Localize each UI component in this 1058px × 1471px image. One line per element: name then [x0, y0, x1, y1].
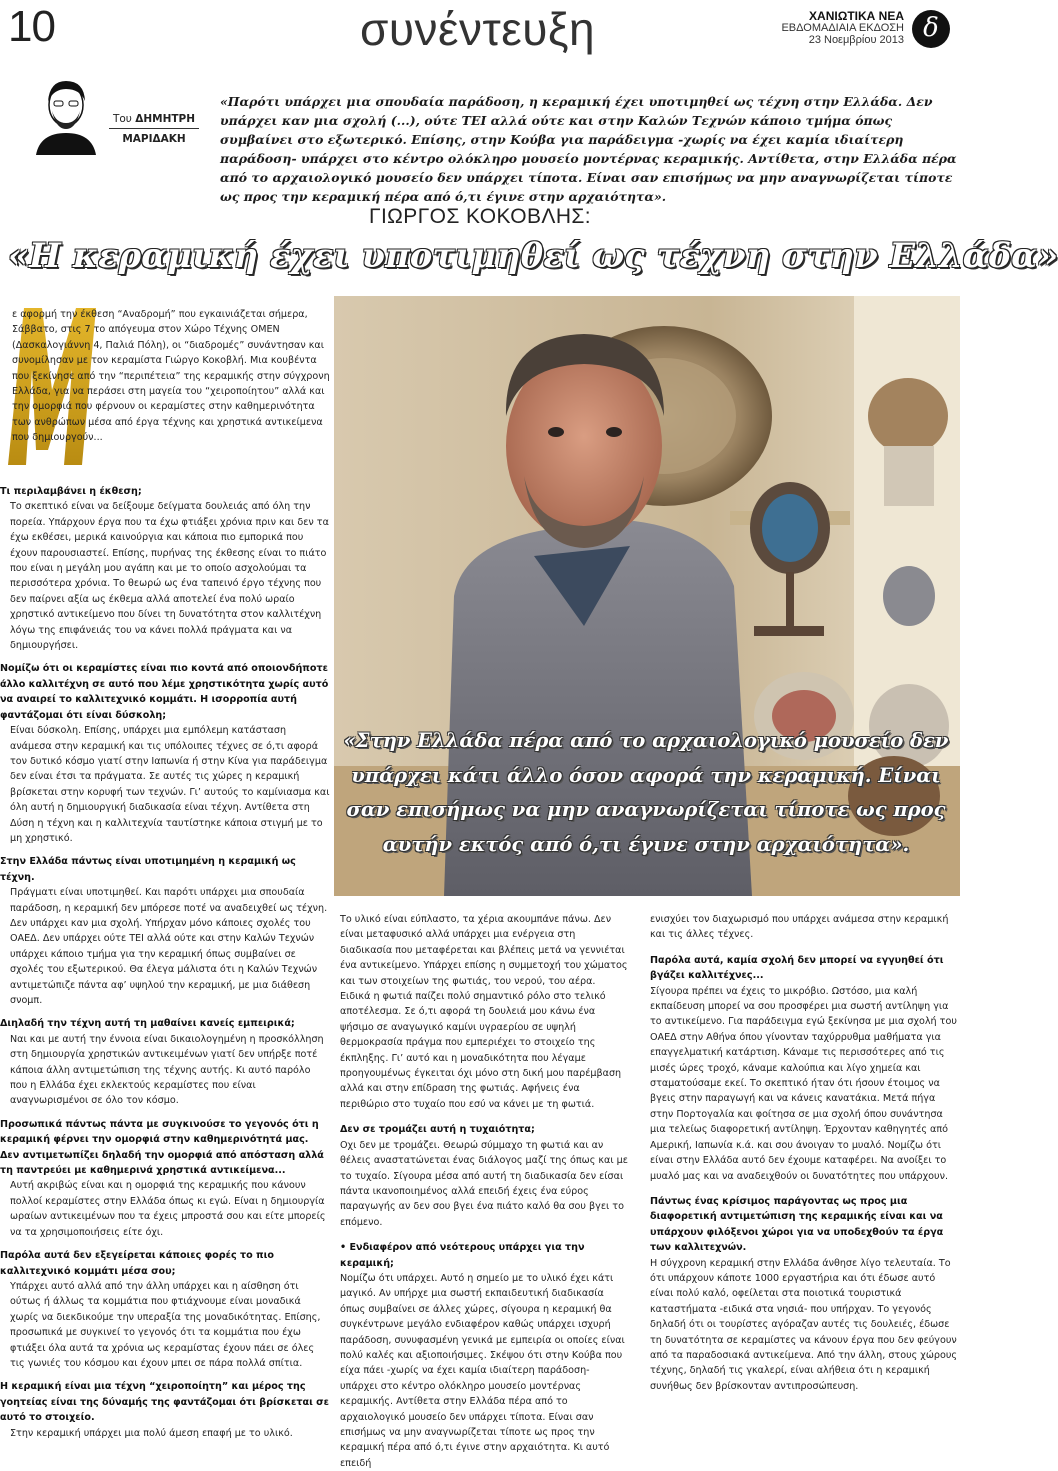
lead-paragraph: ε αφορμή την έκθεση “Αναδρομή” που εγκαινιάζεται σήμερα, Σάββατο, στις 7 το απόγευμα στον Χώρο Τέχνης ΟΜΕΝ (Δασκαλογιάννη 4, Παλιά Πόλη), οι “διαδρομές” συνάντησαν και συνομίλησαν με τον κεραμίστα Γιώργο Κοκοβλή. Μια κουβέντα που ξεκίνησε από την “περιπέτεια” της κεραμικής στην σύγχρονη Ελλάδα, για να περάσει στη μαγεία του “χειροποίητου” αλλά και την ομορφιά που φέρνουν οι κεραμίστες στην καθημερινότητα των ανθρώπων μέσα από έργα τέχνης και χρηστικά αντικείμενα που δημιουργούν...	[12, 309, 330, 444]
issue-date: 23 Νοεμβρίου 2013	[808, 33, 904, 46]
question: Προσωπικά πάντως πάντα με συγκινούσε το γεγονός ότι η κεραμική φέρνει την ομορφιά στην καθημερινότητά μας. Δεν αντιμετωπίζει δηλαδή την ομορφιά από απόσταση αλλά τη παντρεύει με καθημερινά χρηστικά αντικείμενα...	[0, 1118, 324, 1177]
byline-prefix: Του	[112, 113, 132, 125]
answer: Είναι δύσκολη. Επίσης, υπάρχει μια εμπόλεμη κατάσταση ανάμεσα στην κεραμική και τις υπόλοιπες τέχνες σε ό,τι αφορά τον δυτικό κόσμο γιατί στην Ιαπωνία ή στην Κίνα για παράδειγμα δεν είναι έτσι τα πράγματα. Σε αυτές τις χώρες η κεραμική βρίσκεται στην κορυφή των τεχνών. Γι’ αυτούς το καμίνιασμα και όλη αυτή η δημιουργική διαδικασία είναι τέχνη. Αντίθετα στη Δύση η τέχνη και η καλλιτεχνία ταυτίστηκε κάποια στιγμή με το μη χρηστικό.	[10, 725, 330, 844]
author-last-name: ΜΑΡΙΔΑΚΗ	[122, 133, 186, 146]
page-number: 10	[8, 2, 55, 51]
answer: Σίγουρα πρέπει να έχεις το μικρόβιο. Ωστόσο, μια καλή εκπαίδευση μπορεί να σου προσφέρει μια σωστή αντίληψη για το αντικείμενο. Για παράδειγμα εγώ ξεκίνησα με μια σχολή του ΟΑΕΔ στην Αθήνα όπου γίνονταν ταχύρρυθμα μαθήματα για επαγγελματική κατάρτιση. Κάναμε τις περισσότερες από τις μισές ώρες τροχό, κάναμε καλούπια και λίγο χημεία και σταματούσαμε εκεί. Το σκεπτικό ήταν ότι ήσουν έτοιμος να βγεις στην παραγωγή και να κάνεις κανατάκια. Μετά πήγα στην Πορτογαλία και φοίτησα σε μια σχολή όπου συνάντησα μια τελείως διαφορετική αντίληψη. Έρχονταν καθηγητές από Αμερική, Ιαπωνία κ.ά. και σου άνοιγαν το μυαλό. Νομίζω ότι είναι στην Ελλάδα αυτό δεν έχουμε καταφέρει. Να ανοίξει το μυαλό μας και να αναδειχθούν οι δυνατότητες που υπάρχουν.	[650, 985, 957, 1182]
question: Νομίζω ότι οι κεραμίστες είναι πιο κοντά από οποιονδήποτε άλλο καλλιτέχνη σε αυτό που λέμε χρηστικότητα χωρίς αυτό να αναιρεί το καλλιτεχνικό κομμάτι. Η ισορροπία αυτή φαντάζομαι ότι είναι δύσκολη;	[0, 663, 329, 721]
question: Δεν σε τρομάζει αυτή η τυχαιότητα;	[340, 1124, 535, 1136]
answer: Υπάρχει αυτό αλλά από την άλλη υπάρχει και η αίσθηση ότι ούτως ή άλλως τα κομμάτια που φτιάχνουμε είναι μοναδικά χωρίς να διεκδικούμε την υπεραξία της μοναδικότητας. Επίσης, προσωπικά με συγκινεί το γεγονός ότι τα κομμάτια που έχω φτιάξει όλα αυτά τα χρόνια ως κεραμίστας έχουν πάει σε όλες τις γωνιές του κόσμου και έχουν μπει σε πάρα πολλά σπίτια.	[10, 1280, 321, 1369]
middle-qa-column	[340, 912, 628, 1471]
answer: Στην κεραμική υπάρχει μια πολύ άμεση επαφή με το υλικό.	[10, 1427, 293, 1439]
intro-quote: «Παρότι υπάρχει μια σπουδαία παράδοση, η κεραμική έχει υποτιμηθεί ως τέχνη στην Ελλάδα. Δεν υπάρχει καν μια σχολή (...), ούτε ΤΕΙ αλλά ούτε και στην Καλών Τεχνών κάποιο τμήμα όπως συμβαίνει στο εξωτερικό. Επίσης, στην Κούβα για παράδειγμα -χωρίς να έχει καμία ιδιαίτερη παράδοση- υπάρχει στο κέντρο ολόκληρο μουσείο μοντέρνας κεραμικής. Αντίθετα, στην Ελλάδα πέρα από το αρχαιολογικό μουσείο δεν υπάρχει τίποτα. Είναι σαν επισήμως να μην αναγνωρίζεται τίποτε ως προς την κεραμική πέρα από ό,τι έγινε στην αρχαιότητα».	[220, 94, 957, 204]
lead-paragraph-column	[12, 307, 332, 446]
answer: Πράγματι είναι υποτιμηθεί. Και παρότι υπάρχει μια σπουδαία παράδοση, η κεραμική δεν μπόρεσε ποτέ να αναδειχθεί ως τέχνη. Δεν υπάρχει καν μια σχολή. Υπήρχαν μόνο κάποιες σχολές του ΟΑΕΔ. Δεν υπάρχει ούτε ΤΕΙ αλλά ούτε και στην Καλών Τεχνών υπάρχει κάποιο τμήμα για την κεραμική όπως συμβαίνει σε σχολές του εξωτερικού. Θα έλεγα μάλιστα ότι η Καλών Τεχνών αντιμετώπιζε πάντα αφ’ υψηλού την κεραμική, με μια διάθεση σνομπ.	[10, 887, 328, 1006]
question: Παρόλα αυτά δεν εξεγείρεται κάποιες φορές το πιο καλλιτεχνικό κομμάτι μέσα σου;	[0, 1250, 274, 1277]
question: Πάντως ένας κρίσιμος παράγοντας ως προς μια διαφορετική αντιμετώπιση της κεραμικής είναι και να υπάρχουν φιλόξενοι χώροι για να υποδεχθούν τα έργα των καλλιτεχνών.	[650, 1195, 944, 1254]
right-qa-column	[650, 912, 960, 1394]
question: Η κεραμική είναι μια τέχνη “χειροποίητη” και μέρος της γοητείας είναι της δύναμής της φαντάζομαι ότι βρίσκεται σε αυτό το στοιχείο.	[0, 1381, 329, 1424]
question: Τι περιλαμβάνει η έκθεση;	[0, 486, 142, 497]
interviewee-name: ΓΙΩΡΓΟΣ ΚΟΚΟΒΛΗΣ:	[368, 205, 592, 228]
answer: Το υλικό είναι εύπλαστο, τα χέρια ακουμπάνε πάνω. Δεν είναι μεταφυσικό αλλά υπάρχει μια ενέργεια στη διαδικασία που μεταφέρεται και βλέπεις μετά να γεννιέται ένα αντικείμενο. Υπάρχει επίσης η συμμετοχή του χώματος και των στοιχείων της φωτιάς, του νερού, του αέρα. Ειδικά η φωτιά παίζει πολύ σημαντικό ρόλο στο τελικό αποτέλεσμα. Σε ό,τι αφορά τη δουλειά μου κάνω ένα ψήσιμο σε αναγωγικό καμίνι υγραερίου σε υψηλή θερμοκρασία πράγμα που εμπεριέχει το στοιχείο της έκπληξης. Γι’ αυτό και η μοναδικότητα που λέγαμε προηγουμένως έγκειται όχι μόνο στη δική μου παρέμβαση αλλά και στην επίδραση της φωτιάς. Αφήνεις ένα περιθώριο στο τυχαίο που εσύ να κάνει με τη φωτιά.	[340, 914, 628, 1110]
edition-label: ΕΒΔΟΜΑΔΙΑΙΑ ΕΚΔΟΣΗ	[781, 21, 904, 34]
section-title: συνέντευξη	[360, 3, 596, 55]
author-byline	[100, 112, 208, 146]
author-first-name: ΔΗΜΗΤΡΗ	[135, 113, 196, 125]
answer: Νομίζω ότι υπάρχει. Αυτό η σημείο με το υλικό έχει κάτι μαγικό. Αν υπήρχε μια σωστή εκπαιδευτική διαδικασία όπως συμβαίνει σε άλλες χώρες, σίγουρα η κεραμική θα συγκέντρωνε μεγάλο ενδιαφέρον καθώς υπάρχει ισχυρή παράδοση, συνυφασμένη γενικά με εμπειρία οι οποίες είναι πολύ καλές και αξιοποιήσιμες. Σκέψου ότι στην Κούβα που είχα πάει -χωρίς να έχει καμία ιδιαίτερη παράδοση- υπάρχει στο κέντρο ολόκληρο μουσείο μοντέρνας κεραμικής. Αντίθετα στην Ελλάδα πέρα από το αρχαιολογικό μουσείο δεν υπάρχει τίποτα. Είναι σαν επισήμως να μην αναγνωρίζεται τίποτε ως προς την κεραμική πέρα από ό,τι έγινε στην αρχαιότητα. Κι αυτό επειδή	[340, 1272, 625, 1469]
answer: Η σύγχρονη κεραμική στην Ελλάδα άνθησε λίγο τελευταία. Το ότι υπάρχουν κάποτε 1000 εργαστήρια και ότι έδωσε αυτό είναι πολύ καλό, οφείλεται στα ποιοτικά τουριστικά καταστήματα -ειδικά στα νησιά- που υπήρχαν. Το γεγονός δηλαδή ότι οι τουρίστες αγόραζαν αυτές τις δουλειές, έδωσε τη δυνατότητα σε κεραμίστες να κάνουν έργα που δεν φεύγουν από τα παραδοσιακά αντικείμενα. Από την άλλη, στους χώρους τέχνης, δηλαδή τις γκαλερί, είναι αλήθεια ότι η κεραμική συνήθως δεν βρίσκονταν αντιπροσώπευση.	[650, 1257, 958, 1392]
answer: Το σκεπτικό είναι να δείξουμε δείγματα δουλειάς από όλη την πορεία. Υπάρχουν έργα που τα έχω φτιάξει χρόνια πριν και δεν τα έχω εκθέσει, μερικά καινούργια και κάποια πιο εμπορικά που έχουν παρουσιαστεί. Επίσης, πυρήνας της έκθεσης είναι το πιάτο που είναι η μεγάλη μου αγάπη και με το οποίο ασχολούμαι τα περισσότερα χρόνια. Το θεωρώ ως ένα ταπεινό έργο τέχνης που δεν παίρνει αξία ως έκθεμα αλλά αποτελεί ένα πολύ ωραίο χρηστικό αντικείμενο που δίνει τη δυνατότητα στον καλλιτέχνη λόγω της επιφάνειάς του να κάνει πολλά πράγματα και να δημιουργήσει.	[10, 501, 329, 652]
answer: ενισχύει τον διαχωρισμό που υπάρχει ανάμεσα στην κεραμική και τις άλλες τέχνες.	[650, 914, 949, 941]
masthead	[781, 10, 904, 47]
answer: Αυτή ακριβώς είναι και η ομορφιά της κεραμικής που κάνουν πολλοί κεραμίστες στην Ελλάδα όπως κι εγώ. Είναι η δημιουργία ωραίων αντικειμένων που τα έχεις μπροστά σου και είτε μπορείς να τα χρησιμοποιήσεις είτε όχι.	[10, 1180, 326, 1238]
question: Διηλαδή την τέχνη αυτή τη μαθαίνει κανείς εμπειρικά;	[0, 1018, 295, 1030]
answer: Ναι και με αυτή την έννοια είναι δικαιολογημένη η προσκόλληση στη δημιουργία χρηστικών αντικειμένων γιατί δεν υπήρξε ποτέ κάποια άλλη αντιμετώπιση της τέχνης αυτής. Κι αυτό παρόλο που η Ελλάδα έχει εκλεκτούς κεραμίστες που είναι αναγνωρισμένοι σε όλο τον κόσμο.	[10, 1033, 324, 1107]
question: Παρόλα αυτά, καμία σχολή δεν μπορεί να εγγυηθεί ότι βγάζει καλλιτέχνες...	[650, 954, 944, 982]
answer: Οχι δεν με τρομάζει. Θεωρώ σύμμαχο τη φωτιά και αν θέλεις αναστατώνεται ένας διάλογος μαζί της όπως και με το τυχαίο. Σίγουρα μέσα από αυτή τη διαδικασία δεν είσαι πάντα ικανοποιημένος αλλά επειδή έχεις ένα εύρος παραγωγής αν δεν σου βγει ένα πιάτο καλό θα σου βγει το επόμενο.	[340, 1139, 628, 1228]
supplement-logo: δ	[912, 10, 950, 48]
author-portrait	[30, 75, 102, 155]
paper-name: ΧΑΝΙΩΤΙΚΑ ΝΕΑ	[809, 9, 904, 23]
question: Στην Ελλάδα πάντως είναι υποτιμημένη η κεραμική ως τέχνη.	[0, 856, 296, 883]
headline: «Η κεραμική έχει υποτιμηθεί ως τέχνη στην Ελλάδα»	[8, 236, 1058, 275]
left-qa-column	[0, 484, 330, 1441]
pull-quote: «Στην Ελλάδα πέρα από το αρχαιολογικό μουσείο δεν υπάρχει κάτι άλλο όσον αφορά την κεραμική. Είναι σαν επισήμως να μην αναγνωρίζεται τίποτε ως προς αυτήν εκτός από ό,τι έγινε στην αρχαιότητα».	[343, 729, 949, 856]
question: • Ενδιαφέρον από νεότερους υπάρχει για την κεραμική;	[340, 1240, 628, 1271]
